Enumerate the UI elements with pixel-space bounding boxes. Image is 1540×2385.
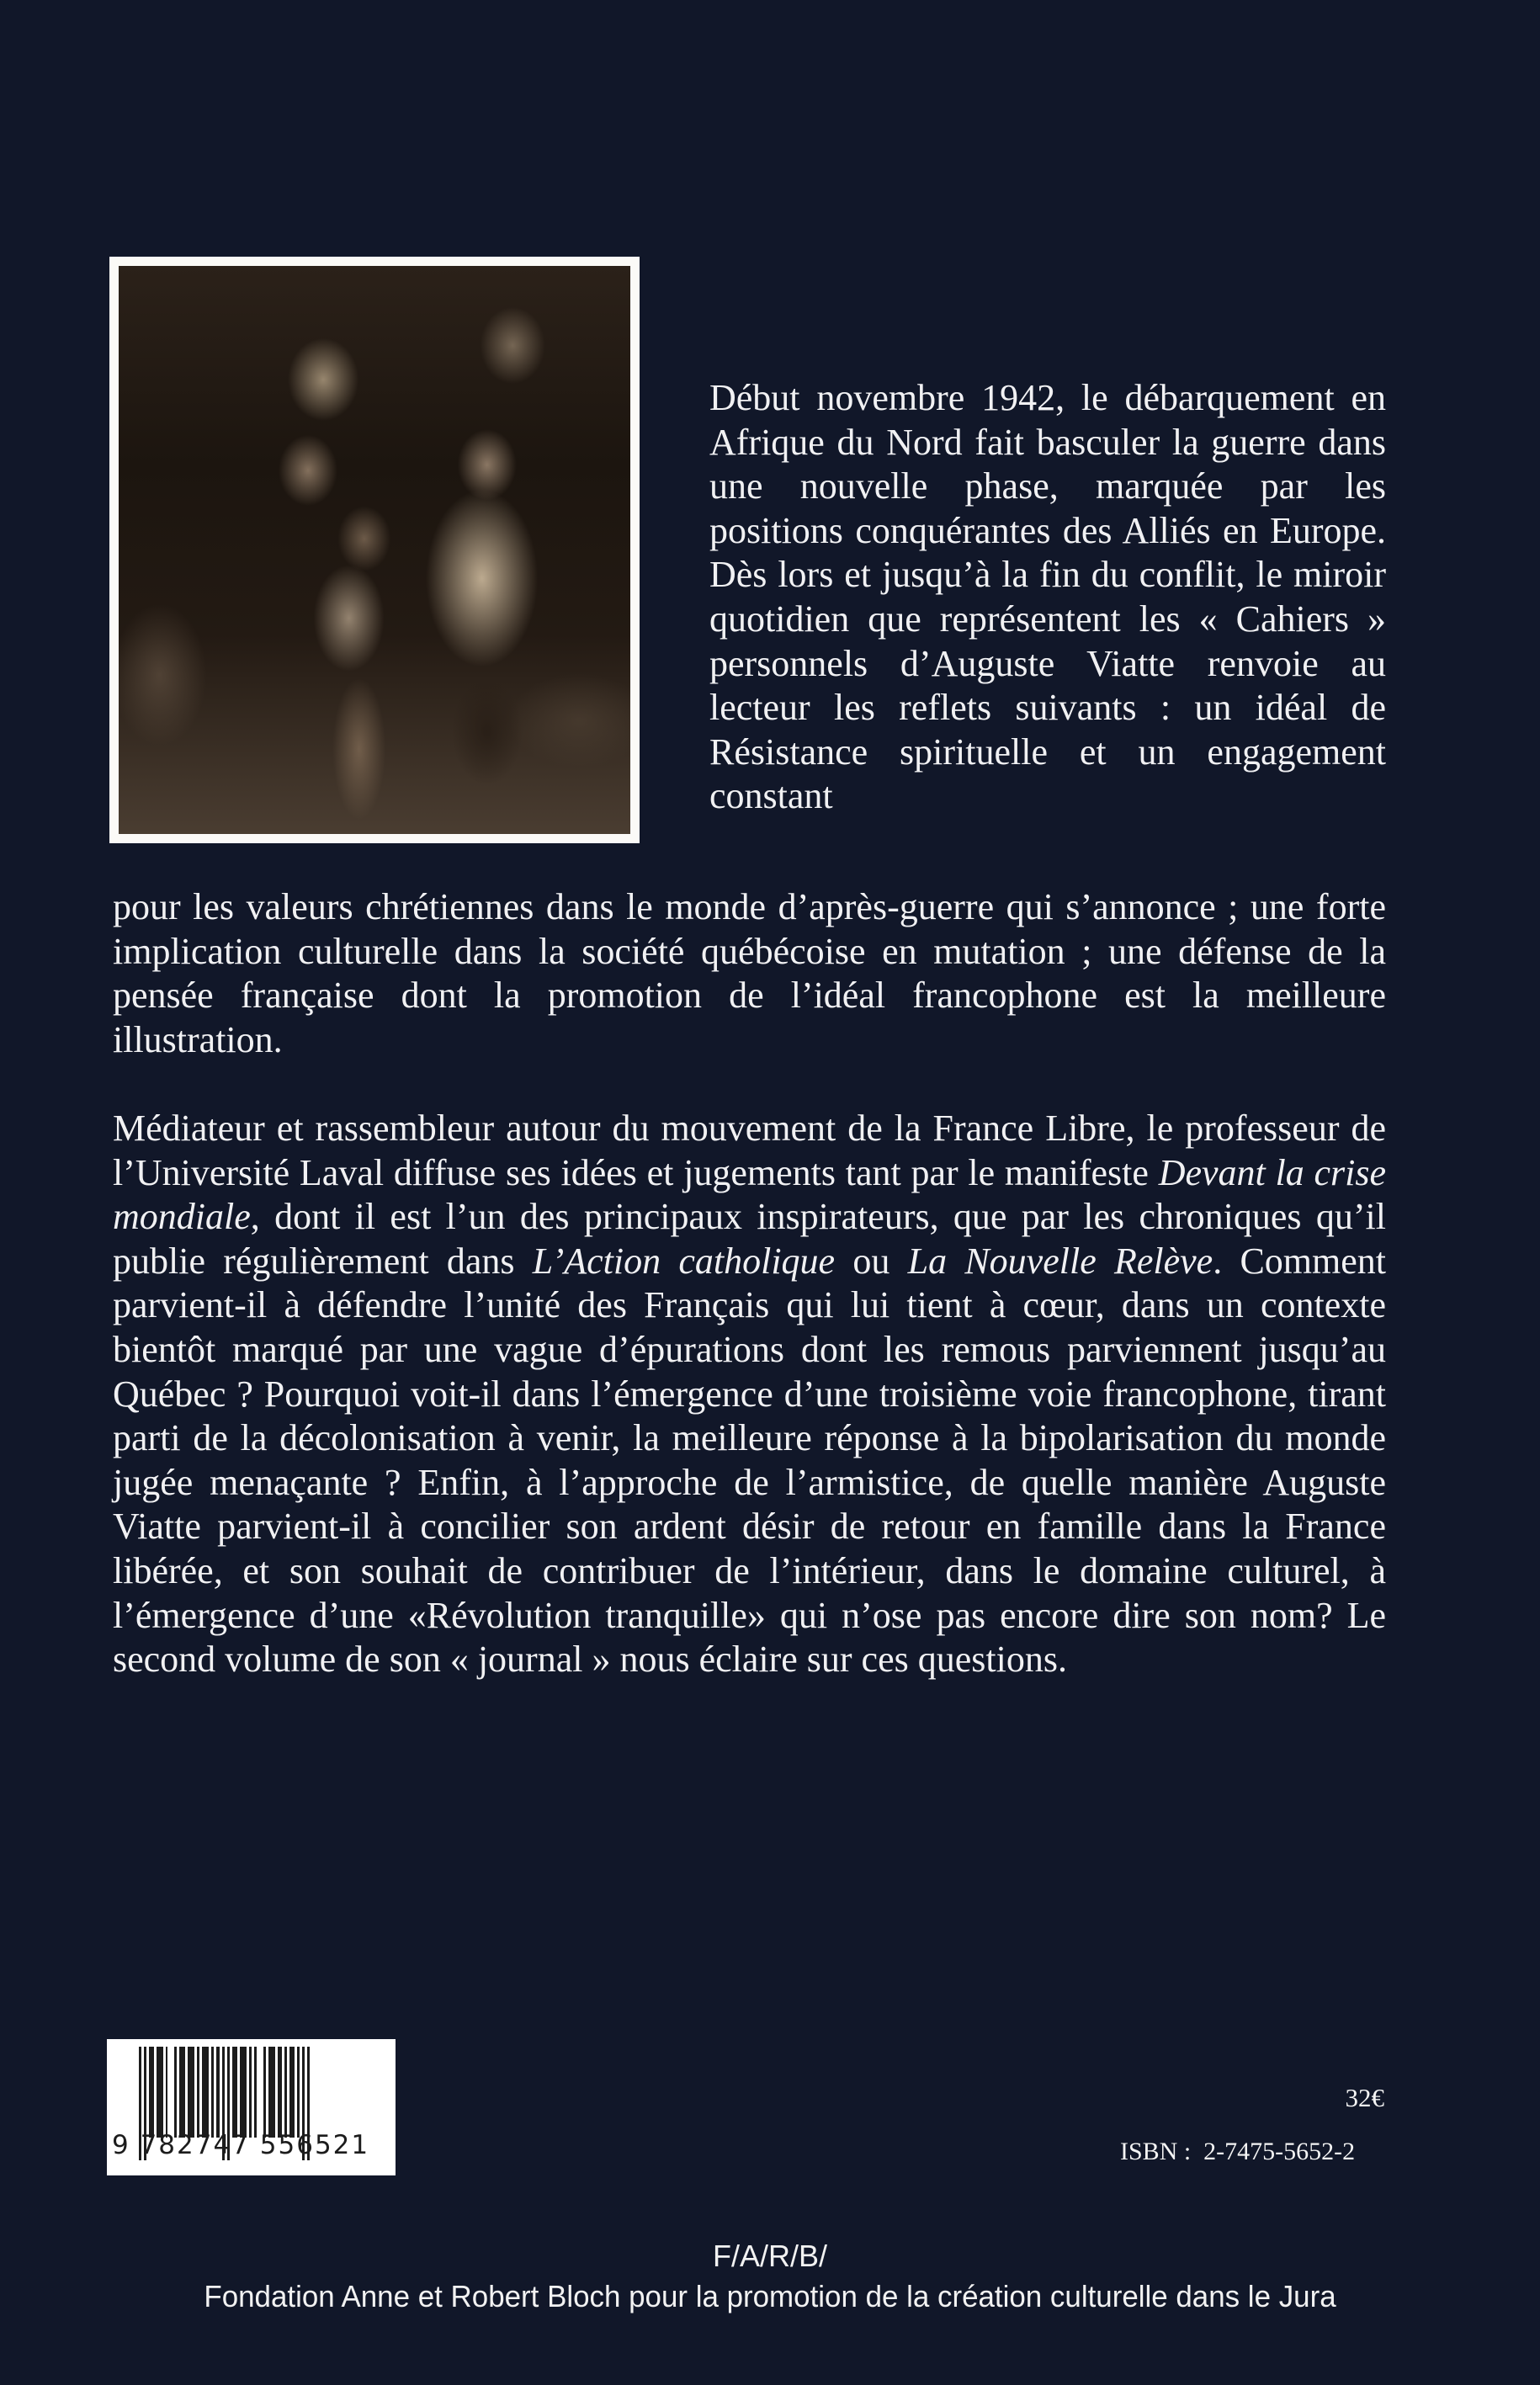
periodical-title-action-catholique: L’Action catholique [532, 1240, 836, 1282]
sponsor-acronym: F/A/R/B/ [712, 2239, 828, 2273]
blurb-text: , dont il est l’un des principaux inspirateurs, que par les chroniques qu’il publie régulièrement dans [113, 1196, 1386, 1282]
barcode-digits: 9 782747 556521 [112, 2130, 370, 2160]
periodical-title-nouvelle-releve: La Nouvelle Relève [907, 1240, 1213, 1282]
blurb-text: . Comment parvient-il à défendre l’unité des Français qui lui tient à cœur, dans un contexte bientôt marqué par une vague d’épurations dont les remous parviennent jusqu’au Québec ? Pourquoi voit-il dans l’émergence d’une troisième voie francophone, tirant parti de la décolonisation à venir, la meilleure réponse à la bipolarisation du monde jugée menaçante ? Enfin, à l’approche de l’armistice, de quelle manière Auguste Viatte parvient-il à concilier son ardent désir de retour en famille dans la France libérée, et son souhait de contribuer de l’intérieur, dans le domaine culturel, à l’émergence d’une «Révolution tranquille» qui n’ose pas encore dire son nom? Le second volume de son « journal » nous éclaire sur ces questions. [113, 1240, 1387, 1681]
blurb-text: Médiateur et rassembleur autour du mouvement de la France Libre, le professeur de l’Université Laval diffuse ses idées et jugements tant par le manifeste [113, 1108, 1386, 1193]
blurb-text: ou [835, 1240, 908, 1282]
blurb-paragraph-1-start: Début novembre 1942, le débarquement en Afrique du Nord fait basculer la guerre dans une nouvelle phase, marquée par les positions conquérantes des Alliés en Europe. Dès lors et jusqu’à la fin du conflit, le miroir quotidien que représentent les « Cahiers » personnels d’Auguste Viatte renvoie au lecteur les reflets suivants : un idéal de Résistance spirituelle et un engagement constant [709, 377, 1386, 817]
isbn-barcode [107, 2039, 396, 2175]
blurb-paragraph-1-end: pour les valeurs chrétiennes dans le monde d’après-guerre qui s’annonce ; une forte implication culturelle dans la société québécoise en mutation ; une défense de la pensée française dont la promotion de l’idéal francophone est la meilleure illustration. [113, 886, 1386, 1060]
family-photo-frame [109, 257, 640, 843]
blurb-paragraph-2 [113, 1107, 1386, 1682]
family-photo-image [119, 266, 630, 834]
blurb-paragraph-1-column [709, 376, 1386, 819]
sponsor-name: Fondation Anne et Robert Bloch pour la promotion de la création culturelle dans le Jura [204, 2279, 1336, 2313]
isbn-label: ISBN : 2-7475-5652-2 [1120, 2138, 1356, 2165]
blurb-paragraph-1-continued [113, 885, 1386, 1062]
price-label: 32€ [1345, 2083, 1384, 2112]
book-title-devant-la-crise: Devant la crise mondiale [113, 1151, 1386, 1238]
